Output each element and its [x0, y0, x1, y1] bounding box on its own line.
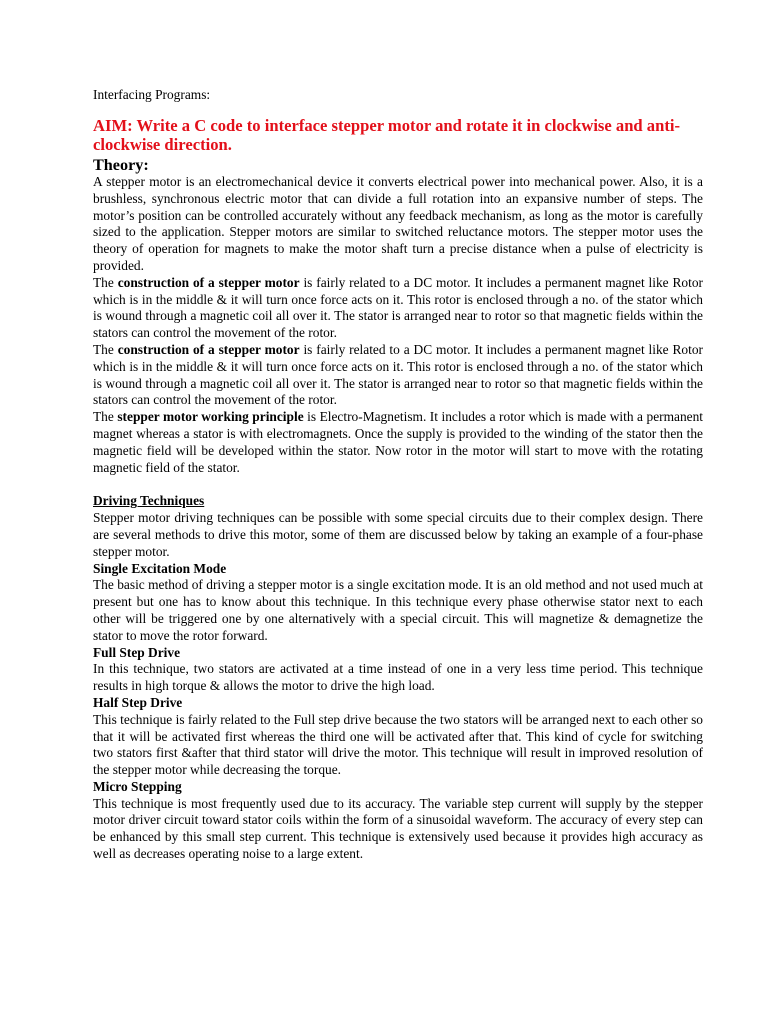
bold-term: stepper motor working principle: [117, 409, 304, 425]
paragraph-prefix: The: [93, 409, 118, 425]
theory-paragraph-4: [93, 409, 703, 476]
single-excitation-paragraph: The basic method of driving a stepper motor is a single excitation mode. It is an old method and not used much at present but one has to know about this technique. In this technique every phase otherwise stator next to each other will be triggered one by one alternatively with a special circuit. This will magnetize & demagnetize the stator to move the rotor forward.: [93, 577, 703, 643]
half-step-heading: Half Step Drive: [93, 694, 183, 710]
blank-line: [93, 476, 703, 493]
aim-heading: AIM: Write a C code to interface stepper motor and rotate it in clockwise and anti-clockwise direction.: [93, 116, 680, 154]
paragraph-text: is fairly related to a DC motor. It includes a permanent magnet like Rotor which is in the middle & it will turn once force acts on it. This rotor is enclosed through a no. of the stator which is wound through a magnetic coil all over it. The stator is arranged near to rotor so that magnetic fields within the stators can control the movement of the rotor.: [93, 274, 703, 341]
half-step-paragraph: This technique is fairly related to the Full step drive because the two stators will be arranged next to each other so that it will be activated first whereas the third one will be activated after that. This kind of cycle for switching two stators first &after that third stator will drive the motor. This technique will result in improved resolution of the stepper motor while decreasing the torque.: [93, 711, 703, 778]
bold-term: construction of a stepper motor: [117, 274, 300, 290]
driving-intro-paragraph: Stepper motor driving techniques can be possible with some special circuits due to their complex design. There are several methods to drive this motor, some of them are discussed below by taking an example of a four-phase stepper motor.: [93, 510, 703, 559]
micro-stepping-heading: Micro Stepping: [93, 778, 182, 794]
paragraph-text: is Electro-Magnetism. It includes a rotor which is made with a permanent magnet whereas a stator is with electromagnets. Once the supply is provided to the winding of the stator then the magnetic field will be developed within the stator. Now rotor in the motor will start to move with the rotating magnetic field of the stator.: [93, 409, 704, 475]
full-step-paragraph: In this technique, two stators are activated at a time instead of one in a very less time period. This technique results in high torque & allows the motor to drive the high load.: [93, 661, 703, 694]
theory-paragraph-1: A stepper motor is an electromechanical device it converts electrical power into mechanical power. Also, it is a brushless, synchronous electric motor that can divide a full rotation into an expansive number of steps. The motor’s position can be controlled accurately without any feedback mechanism, as long as the motor is carefully sized to the application. Stepper motors are similar to switched reluctance motors. The stepper motor uses the theory of operation for magnets to make the motor shaft turn a precise distance when a pulse of electricity is provided.: [93, 174, 703, 273]
micro-stepping-paragraph: This technique is most frequently used due to its accuracy. The variable step current will supply by the stepper motor driver circuit toward stator coils within the form of a sinusoidal waveform. The accuracy of every step can be enhanced by this small step current. This technique is extensively used because it provides high accuracy as well as decreases operating noise to a large extent.: [93, 795, 703, 862]
paragraph-prefix: The: [93, 274, 118, 290]
paragraph-text: is fairly related to a DC motor. It includes a permanent magnet like Rotor which is in the middle & it will turn once force acts on it. This rotor is enclosed through a no. of the stator which is wound through a magnetic coil all over it. The stator is arranged near to rotor so that magnetic fields within the stators can control the movement of the rotor.: [93, 341, 703, 408]
theory-heading: Theory:: [93, 156, 149, 174]
driving-techniques-heading: Driving Techniques: [93, 493, 205, 509]
theory-paragraph-3: [93, 342, 703, 409]
paragraph-prefix: The: [93, 341, 118, 357]
bold-term: construction of a stepper motor: [117, 341, 300, 357]
full-step-heading: Full Step Drive: [93, 644, 181, 660]
theory-paragraph-2: [93, 275, 703, 342]
header-text: Interfacing Programs:: [93, 87, 211, 102]
single-excitation-heading: Single Excitation Mode: [93, 560, 227, 576]
page-content: [93, 87, 703, 863]
